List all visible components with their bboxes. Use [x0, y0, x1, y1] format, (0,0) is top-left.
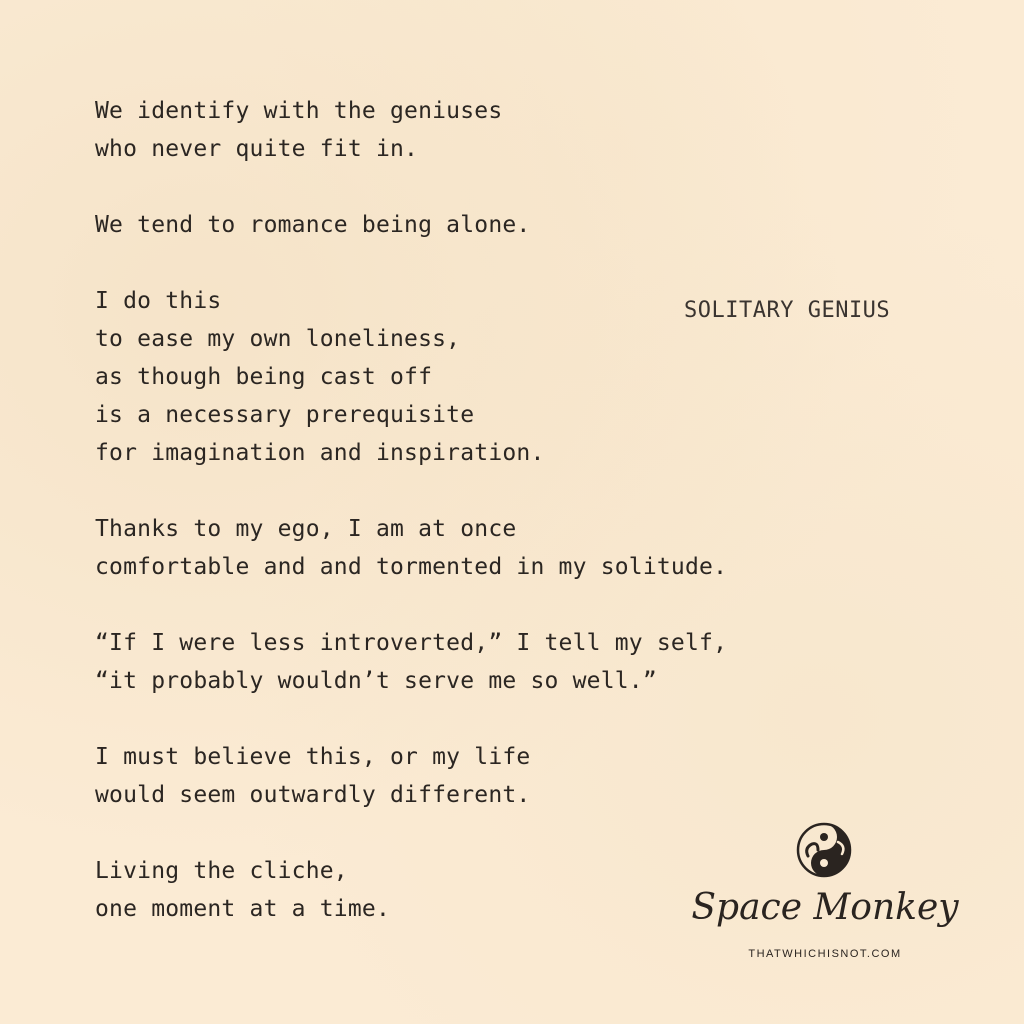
- stanza: [95, 510, 815, 586]
- stanza: [95, 92, 815, 168]
- monkey-yin-yang-icon: [794, 820, 854, 880]
- poem-line: to ease my own loneliness,: [95, 326, 461, 352]
- poem-line: comfortable and and tormented in my solitude.: [95, 554, 728, 580]
- space-monkey-logo: [690, 820, 960, 970]
- poem-line: “it probably wouldn’t serve me so well.”: [95, 668, 657, 694]
- poem-line: one moment at a time.: [95, 896, 390, 922]
- stanza: [95, 624, 815, 700]
- logo-name: Space Monkey: [691, 887, 959, 928]
- poem-line: I do this: [95, 288, 222, 314]
- poem-line: for imagination and inspiration.: [95, 440, 545, 466]
- poem-title: SOLITARY GENIUS: [684, 298, 891, 323]
- poem-line: We identify with the geniuses: [95, 98, 503, 124]
- poem-line: would seem outwardly different.: [95, 782, 531, 808]
- poem-line: as though being cast off: [95, 364, 433, 390]
- poem-line: We tend to romance being alone.: [95, 212, 531, 238]
- stanza: [95, 738, 815, 814]
- poem-line: Living the cliche,: [95, 858, 348, 884]
- poem-line: Thanks to my ego, I am at once: [95, 516, 517, 542]
- poem-line: “If I were less introverted,” I tell my self,: [95, 630, 728, 656]
- stanza: [95, 206, 815, 244]
- poem-line: is a necessary prerequisite: [95, 402, 475, 428]
- poem-line: who never quite fit in.: [95, 136, 419, 162]
- poem-line: I must believe this, or my life: [95, 744, 531, 770]
- logo-url: THATWHICHISNOT.COM: [748, 948, 902, 960]
